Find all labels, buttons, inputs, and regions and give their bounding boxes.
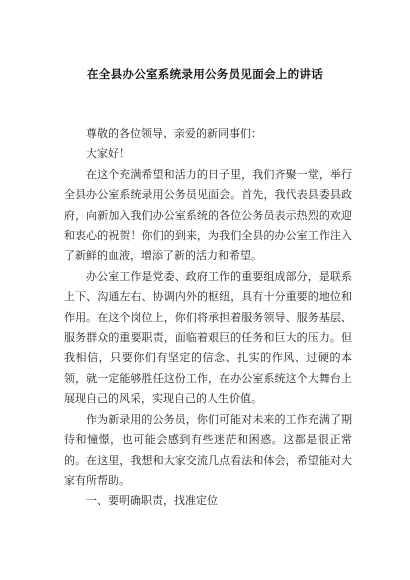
paragraph-intro: 在这个充满希望和活力的日子里，我们齐聚一堂，举行全县办公室系统录用公务员见面会。首先，我代表县委县政府，向新加入我们办公室系统的各位公务员表示热烈的欢迎和衷心的祝贺！你们的到来，为我们全县的办公室工作注入了新鲜的血液，增添了新的活力和希望。 [64,167,352,263]
speech-body [64,124,352,512]
section-heading: 一、要明确职责，找准定位 [86,494,218,508]
document-title: 在全县办公室系统录用公务员见面会上的讲话 [87,67,323,81]
greeting: 大家好！ [86,147,130,161]
paragraph-office-role: 办公室工作是党委、政府工作的重要组成部分，是联系上下、沟通左右、协调内外的枢纽，具有十分重要的地位和作用。在这个岗位上，你们将承担着服务领导、服务基层、服务群众的重要职责，面临着艰巨的任务和巨大的压力。但我相信，只要你们有坚定的信念、扎实的作风、过硬的本领，就一定能够胜任这份工作，在办公室系统这个大舞台上展现自己的风采，实现自己的人生价值。 [64,269,352,406]
salutation: 尊敬的各位领导、亲爱的新同事们： [86,127,262,140]
paragraph-new-civil-servants: 作为新录用的公务员，你们可能对未来的工作充满了期待和憧憬，也可能会感到有些迷茫和困惑。这都是很正常的。在这里，我想和大家交流几点看法和体会，希望能对大家有所帮助。 [64,412,352,487]
